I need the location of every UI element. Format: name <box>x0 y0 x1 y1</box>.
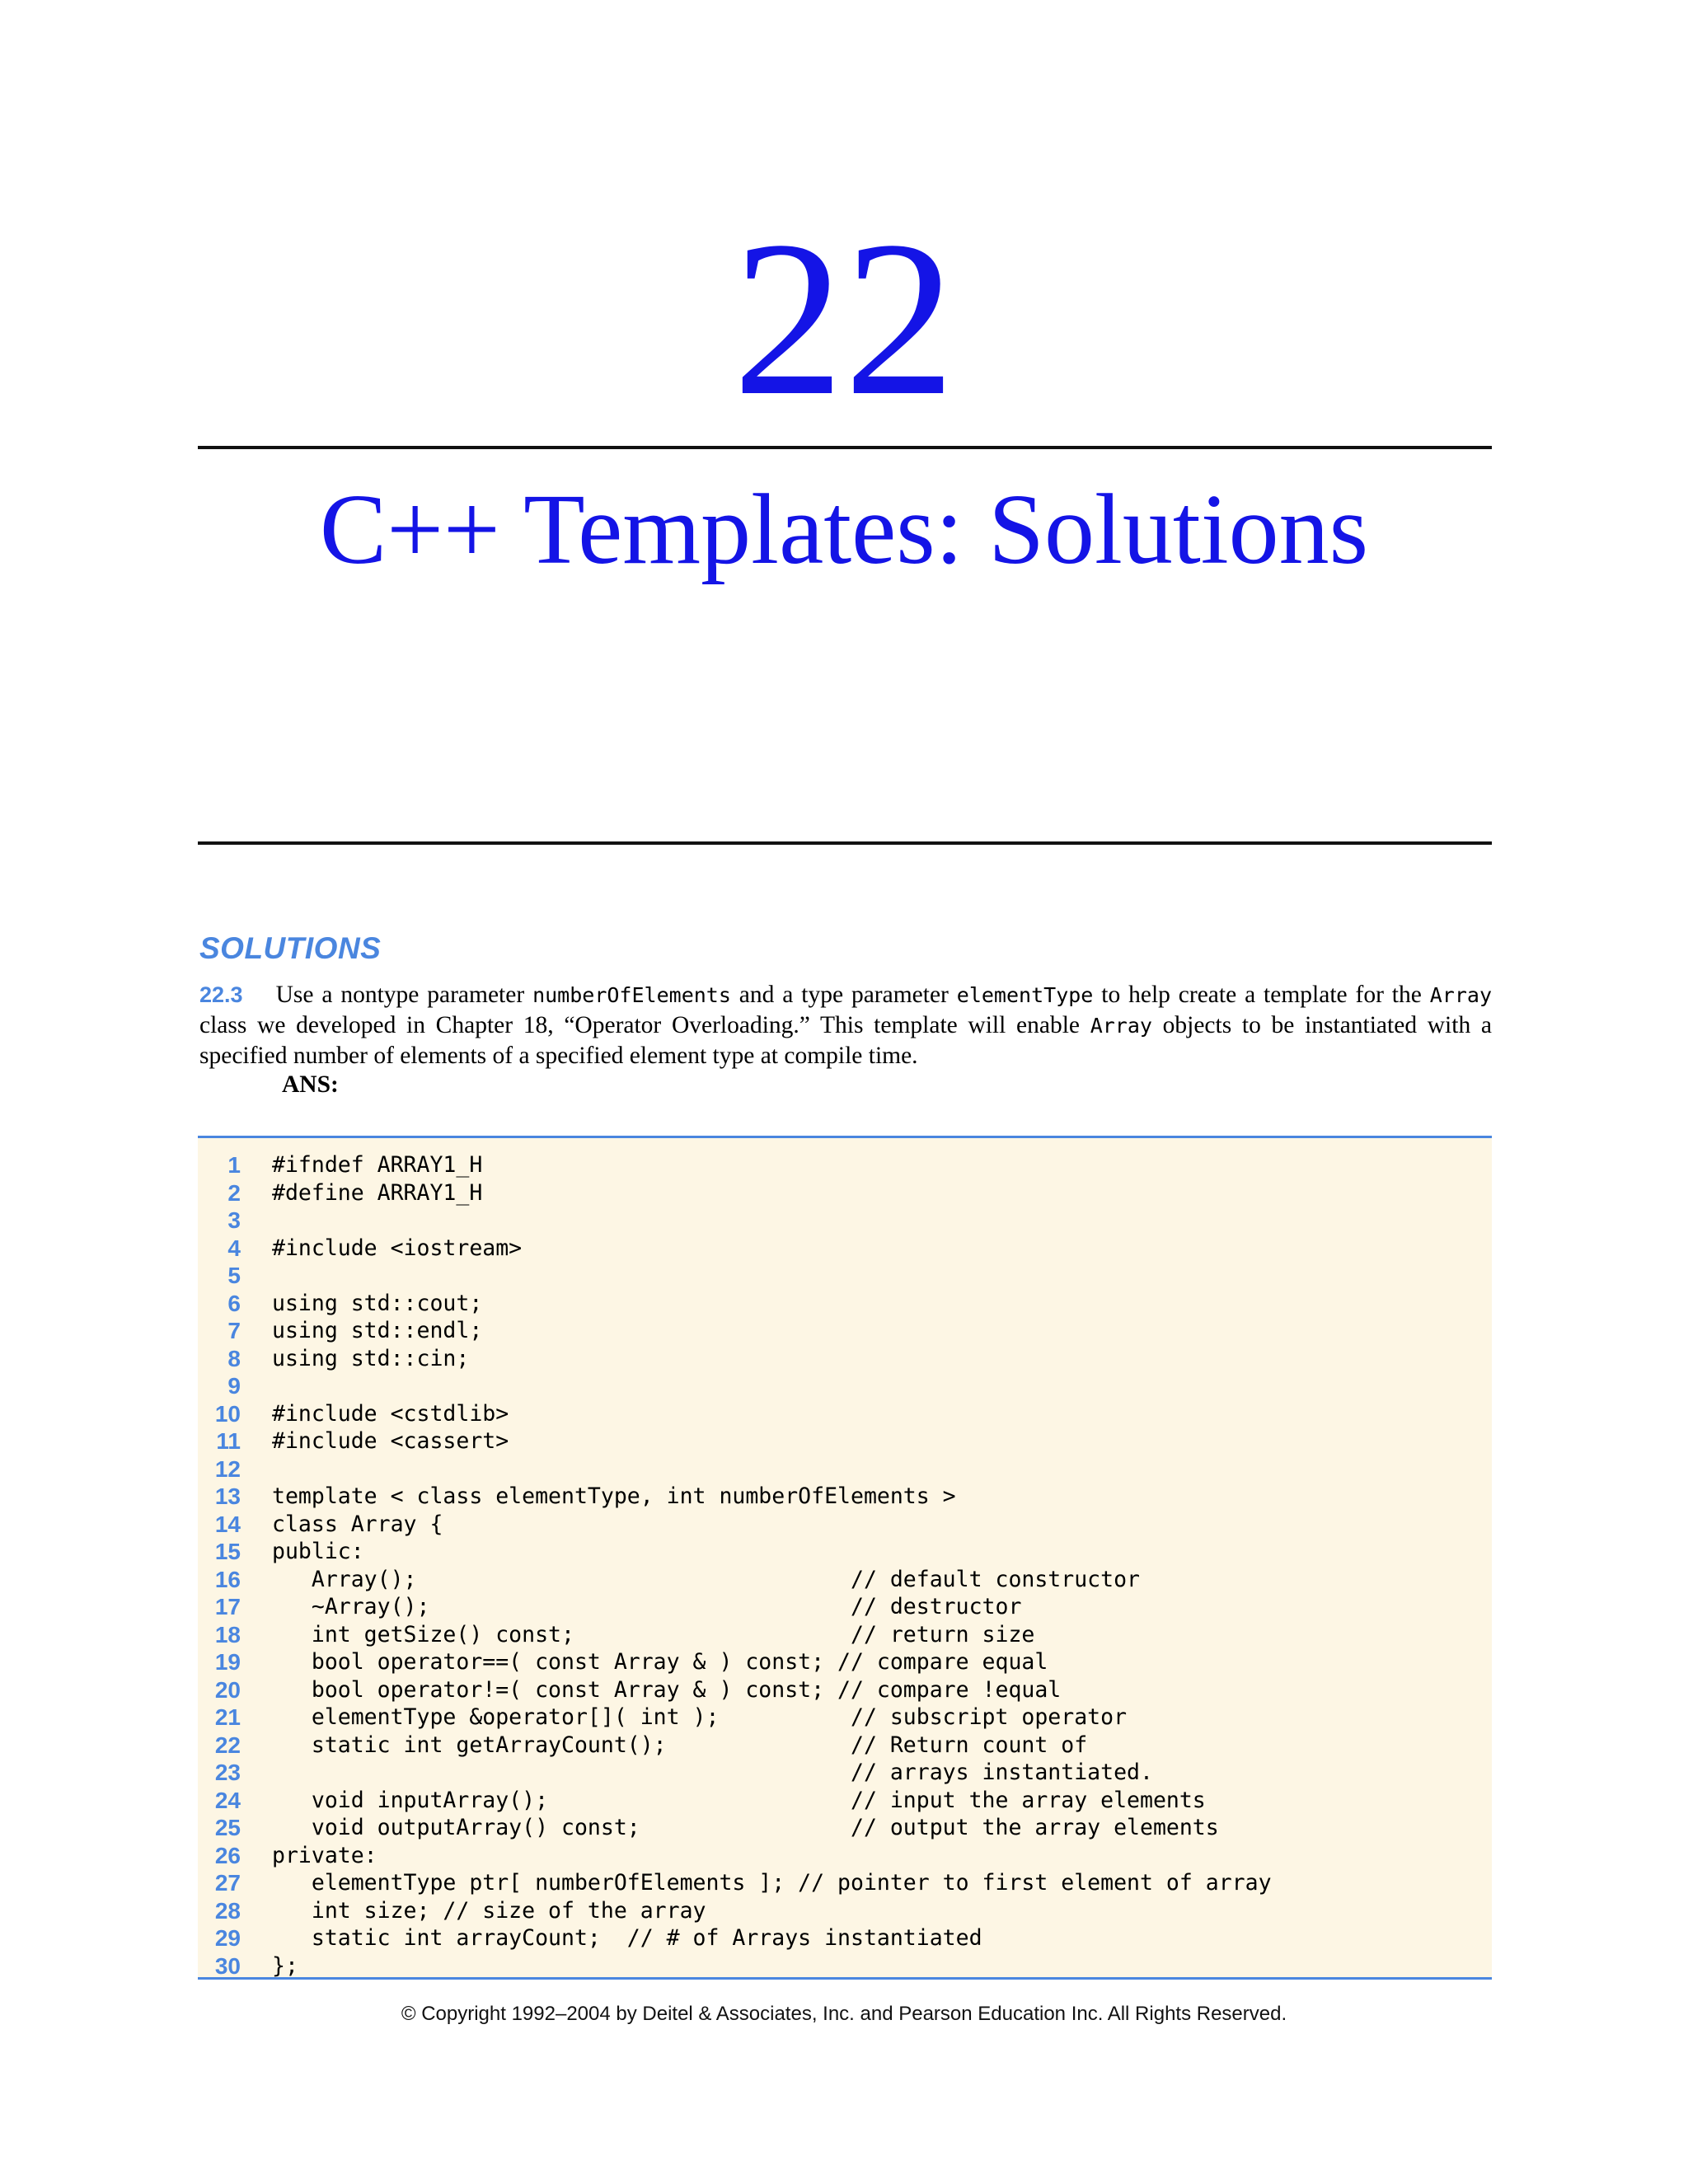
answer-label: ANS: <box>282 1071 339 1098</box>
line-number: 25 <box>214 1815 241 1840</box>
exercise-text: Use a nontype parameter <box>275 982 533 1008</box>
inline-code: Array <box>1429 983 1493 1007</box>
code-text: #include <cstdlib> <box>272 1400 509 1427</box>
line-number: 12 <box>214 1455 241 1482</box>
code-line <box>198 1952 1492 1980</box>
code-line <box>198 1427 1492 1455</box>
code-text: Array(); // default constructor <box>272 1566 1140 1592</box>
line-number: 6 <box>227 1290 241 1316</box>
line-number: 28 <box>214 1897 241 1924</box>
line-number: 9 <box>227 1373 241 1399</box>
line-number: 21 <box>214 1704 241 1730</box>
exercise-text: objects to be instantiated with a specified number of elements of a specified element type at compile time. <box>199 1012 1492 1069</box>
code-text: elementType &operator[]( int ); // subscript operator <box>272 1704 1128 1730</box>
line-number: 7 <box>227 1318 241 1343</box>
code-line <box>198 1566 1492 1594</box>
code-line <box>198 1732 1492 1760</box>
code-line <box>198 1759 1492 1787</box>
line-number: 14 <box>214 1511 241 1537</box>
code-text: #define ARRAY1_H <box>272 1179 483 1206</box>
copyright-footer: © Copyright 1992–2004 by Deitel & Associates, Inc. and Pearson Education Inc. All Rights Reserved. <box>401 2003 1287 2025</box>
code-line <box>198 1345 1492 1373</box>
code-line <box>198 1235 1492 1263</box>
chapter-title: C++ Templates: Solutions <box>319 474 1369 585</box>
code-line <box>198 1262 1492 1290</box>
code-line <box>198 1151 1492 1179</box>
code-line <box>198 1538 1492 1566</box>
code-text: void inputArray(); // input the array elements <box>272 1787 1206 1813</box>
code-text: using std::cin; <box>272 1345 470 1371</box>
line-number: 13 <box>214 1483 241 1509</box>
code-line <box>198 1593 1492 1621</box>
code-text: ~Array(); // destructor <box>272 1594 1022 1619</box>
code-line <box>198 1897 1492 1925</box>
code-listing <box>198 1136 1492 1980</box>
code-line <box>198 1842 1492 1870</box>
line-number: 1 <box>227 1152 241 1178</box>
solutions-heading: SOLUTIONS <box>199 931 382 965</box>
exercise-text: to help create a template for the <box>1093 982 1430 1008</box>
code-line <box>198 1787 1492 1815</box>
inline-code: elementType <box>956 983 1094 1007</box>
line-number: 2 <box>227 1179 241 1206</box>
line-number: 19 <box>214 1649 241 1675</box>
code-text: int size; // size of the array <box>272 1897 706 1924</box>
bottom-divider <box>198 841 1492 845</box>
code-line <box>198 1179 1492 1207</box>
line-number: 22 <box>214 1732 241 1758</box>
code-text: static int getArrayCount(); // Return count of <box>272 1732 1088 1758</box>
top-divider <box>198 446 1492 449</box>
line-number: 29 <box>214 1925 241 1951</box>
code-line <box>198 1869 1492 1897</box>
code-text: int getSize() const; // return size <box>272 1621 1035 1647</box>
code-text: elementType ptr[ numberOfElements ]; // pointer to first element of array <box>272 1870 1272 1896</box>
code-text: void outputArray() const; // output the array elements <box>272 1815 1219 1840</box>
code-line <box>198 1676 1492 1704</box>
exercise-text: class we developed in Chapter 18, “Operator Overloading.” This template will enable <box>199 1012 1090 1038</box>
line-number: 3 <box>227 1207 241 1233</box>
line-number: 15 <box>214 1539 241 1564</box>
code-text: private: <box>272 1842 377 1868</box>
code-line <box>198 1317 1492 1345</box>
line-number: 8 <box>227 1345 241 1371</box>
code-line <box>198 1372 1492 1400</box>
line-number: 5 <box>227 1263 241 1288</box>
line-number: 23 <box>214 1760 241 1785</box>
line-number: 17 <box>214 1594 241 1619</box>
code-text: }; <box>272 1952 298 1979</box>
exercise-number: 22.3 <box>199 982 243 1007</box>
code-line <box>198 1207 1492 1235</box>
code-text: public: <box>272 1539 364 1564</box>
code-text: bool operator==( const Array & ) const; // compare equal <box>272 1649 1048 1675</box>
code-text: #include <cassert> <box>272 1428 509 1454</box>
exercise-paragraph <box>199 980 1492 1071</box>
code-text: static int arrayCount; // # of Arrays instantiated <box>272 1925 982 1951</box>
code-line <box>198 1814 1492 1842</box>
code-text: bool operator!=( const Array & ) const; // compare !equal <box>272 1676 1062 1703</box>
code-text: #ifndef ARRAY1_H <box>272 1152 483 1178</box>
code-line <box>198 1455 1492 1483</box>
code-line <box>198 1483 1492 1511</box>
line-number: 24 <box>214 1787 241 1813</box>
inline-code: Array <box>1090 1014 1152 1038</box>
line-number: 18 <box>214 1621 241 1647</box>
code-line <box>198 1290 1492 1318</box>
exercise-text: and a type parameter <box>730 982 957 1008</box>
code-text: using std::cout; <box>272 1290 483 1316</box>
chapter-number: 22 <box>733 195 955 442</box>
line-number: 30 <box>214 1952 241 1979</box>
code-text: class Array { <box>272 1511 443 1537</box>
line-number: 11 <box>216 1428 241 1454</box>
line-number: 4 <box>227 1235 241 1261</box>
code-line <box>198 1621 1492 1649</box>
line-number: 10 <box>214 1400 241 1427</box>
inline-code: numberOfElements <box>532 983 731 1007</box>
code-text: // arrays instantiated. <box>272 1760 1153 1785</box>
line-number: 26 <box>214 1842 241 1868</box>
line-number: 20 <box>214 1676 241 1703</box>
code-text: using std::endl; <box>272 1318 483 1343</box>
code-line <box>198 1511 1492 1539</box>
code-line <box>198 1648 1492 1676</box>
code-lines <box>198 1151 1492 1980</box>
code-text: template < class elementType, int numberOfElements > <box>272 1483 956 1509</box>
line-number: 27 <box>214 1870 241 1896</box>
code-line <box>198 1704 1492 1732</box>
code-line <box>198 1400 1492 1428</box>
code-line <box>198 1924 1492 1952</box>
code-text: #include <iostream> <box>272 1235 523 1261</box>
line-number: 16 <box>214 1566 241 1592</box>
